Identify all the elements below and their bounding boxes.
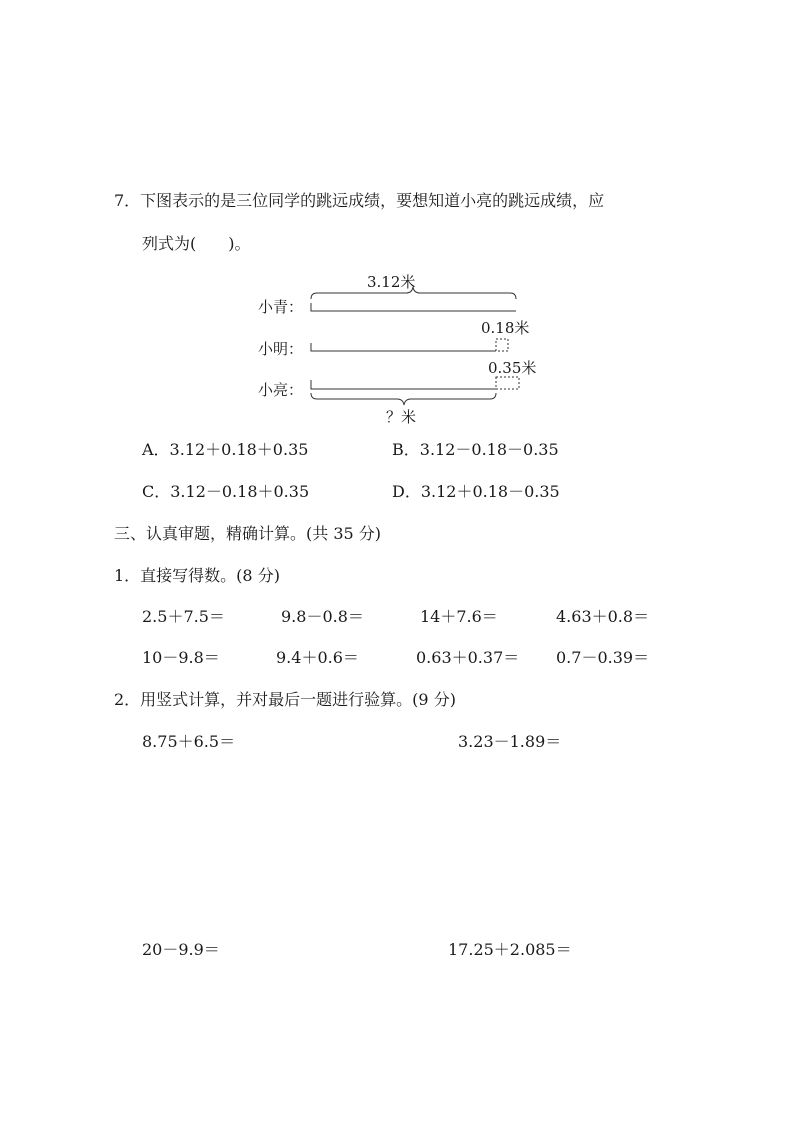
- q1-r1-item1: 2.5＋7.5＝: [142, 607, 225, 626]
- q1-r2-item4: 0.7－0.39＝: [556, 648, 650, 667]
- ming-diff-box: [496, 339, 508, 351]
- top-measure-label: 3.12米: [367, 273, 416, 291]
- q1-r2-item2: 9.4＋0.6＝: [276, 648, 359, 667]
- bottom-measure-label: ？米: [386, 408, 417, 426]
- ming-diff-label: 0.18米: [481, 319, 530, 337]
- q1-r2-item1: 10－9.8＝: [142, 648, 220, 667]
- q1-title: 1．直接写得数。(8 分): [114, 566, 280, 585]
- q7-text-line2: 列式为( )。: [142, 234, 251, 253]
- q2-item1: 8.75＋6.5＝: [142, 732, 236, 751]
- option-a: A．3.12＋0.18＋0.35: [142, 440, 309, 459]
- q1-r1-item3: 14＋7.6＝: [420, 607, 498, 626]
- liang-diff-label: 0.35米: [488, 359, 537, 377]
- name-qing: 小青：: [258, 298, 304, 316]
- bar-liang: [311, 380, 496, 389]
- option-b: B．3.12－0.18－0.35: [392, 440, 559, 459]
- q1-r1-item4: 4.63＋0.8＝: [556, 607, 650, 626]
- bar-qing: [311, 303, 516, 311]
- q2-item4: 17.25＋2.085＝: [448, 940, 572, 959]
- name-liang: 小亮：: [258, 381, 304, 399]
- bottom-brace: [311, 393, 496, 405]
- name-ming: 小明：: [258, 340, 304, 358]
- q2-item2: 3.23－1.89＝: [458, 732, 562, 751]
- option-c: C．3.12－0.18＋0.35: [142, 482, 310, 501]
- liang-diff-box: [496, 377, 519, 389]
- q2-title: 2．用竖式计算，并对最后一题进行验算。(9 分): [114, 690, 456, 709]
- option-d: D．3.12＋0.18－0.35: [392, 482, 560, 501]
- q2-item3: 20－9.9＝: [142, 940, 220, 959]
- q7-text-line1: 7．下图表示的是三位同学的跳远成绩，要想知道小亮的跳远成绩，应: [114, 191, 605, 210]
- bar-ming: [311, 343, 496, 351]
- q1-r2-item3: 0.63＋0.37＝: [416, 648, 520, 667]
- section3-heading: 三、认真审题，精确计算。(共 35 分): [114, 524, 382, 543]
- q1-r1-item2: 9.8－0.8＝: [281, 607, 364, 626]
